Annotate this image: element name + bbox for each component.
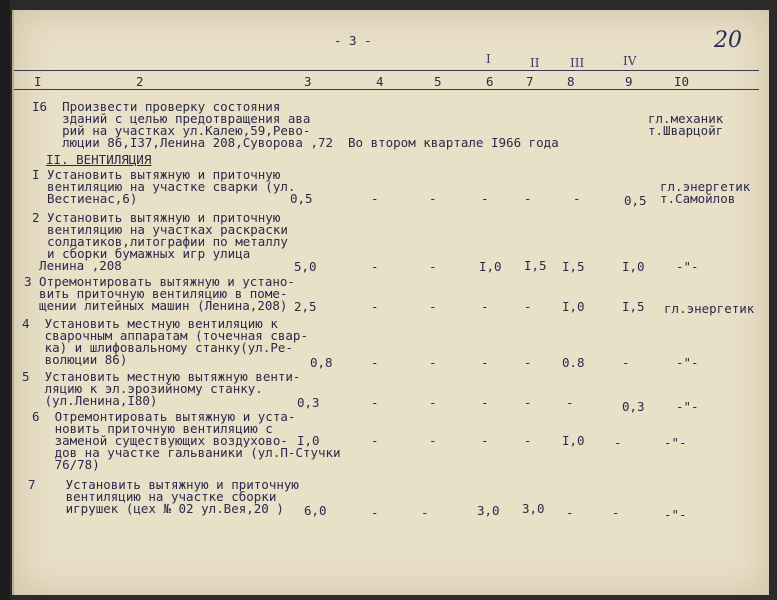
row-6-col-9: - [614, 435, 622, 450]
row-5-col-9: 0,3 [622, 399, 645, 414]
row-7-col-7: 3,0 [522, 501, 545, 516]
row-2-text-5: Ленина ,208 [24, 258, 122, 273]
row-1-resp-2: т.Самойлов [660, 191, 736, 206]
item-16-line-1: I6 Произвести проверку состояния [32, 99, 281, 114]
row-6-resp: -"- [664, 435, 687, 450]
row-2-text-2: вентиляцию на участках раскраски [32, 222, 288, 237]
row-7-col-4: - [371, 505, 379, 520]
column-number-2: 2 [136, 74, 144, 89]
document-page [12, 10, 769, 595]
item-16-line-2: зданий с целью предотвращения ава [32, 111, 311, 126]
item-16-resp-2: т.Шварцойг [648, 123, 724, 138]
row-3-text-3: щении литейных машин (Ленина,208) [24, 298, 288, 313]
row-1-resp-1: гл.энергетик [660, 179, 751, 194]
row-1-text-2: вентиляцию на участке сварки (ул. [32, 179, 296, 194]
row-3-text-1: 3 Отремонтировать вытяжную и устано- [24, 274, 295, 289]
row-4-text-3: ка) и шлифовальному станку(ул.Ре- [22, 340, 293, 355]
row-1-col-9: 0,5 [624, 193, 647, 208]
row-6-col-6: - [481, 433, 489, 448]
row-2-resp: -"- [676, 259, 699, 274]
row-6-text-1: 6 Отремонтировать вытяжную и уста- [32, 409, 296, 424]
row-3-col-3: 2,5 [294, 299, 317, 314]
row-7-col-9: - [612, 505, 620, 520]
row-5-col-4: - [371, 395, 379, 410]
handwritten-page-number: 20 [714, 28, 742, 53]
column-number-1: I [34, 74, 42, 89]
row-5-col-3: 0,3 [297, 395, 320, 410]
quarter-label-3: III [570, 56, 585, 70]
column-number-6: 6 [486, 74, 494, 89]
row-3-col-9: I,5 [622, 299, 645, 314]
row-5-col-6: - [481, 395, 489, 410]
row-2-col-3: 5,0 [294, 259, 317, 274]
item-16-resp-1: гл.механик [648, 111, 724, 126]
row-3-col-8: I,0 [562, 299, 585, 314]
row-5-text-1: 5 Установить местную вытяжную венти- [22, 369, 301, 384]
row-5-col-5: - [429, 395, 437, 410]
row-4-col-5: - [429, 355, 437, 370]
row-1-col-6: - [481, 191, 489, 206]
quarter-label-1: I [486, 52, 491, 66]
column-number-8: 8 [567, 74, 575, 89]
row-4-col-8: 0.8 [562, 355, 585, 370]
column-number-5: 5 [434, 74, 442, 89]
row-7-col-6: 3,0 [477, 503, 500, 518]
row-2-col-9: I,0 [622, 259, 645, 274]
row-1-col-5: - [429, 191, 437, 206]
row-1-col-7: - [524, 191, 532, 206]
row-4-resp: -"- [676, 355, 699, 370]
row-6-text-4: дов на участке гальваники (ул.П-Стучки [32, 445, 341, 460]
column-number-10: I0 [674, 74, 690, 89]
row-6-text-3: заменой существующих воздухово- [32, 433, 288, 448]
row-6-text-5: 76/78) [32, 457, 100, 472]
row-6-col-8: I,0 [562, 433, 585, 448]
row-2-text-1: 2 Установить вытяжную и приточную [32, 210, 281, 225]
row-2-col-8: I,5 [562, 259, 585, 274]
row-2-text-3: солдатиков,литографии по металлу [32, 234, 288, 249]
row-4-text-1: 4 Установить местную вентиляцию к [22, 316, 278, 331]
row-2-col-6: I,0 [479, 259, 502, 274]
row-4-col-4: - [371, 355, 379, 370]
column-number-7: 7 [526, 74, 534, 89]
item-16-note: Во втором квартале I966 года [348, 135, 559, 150]
row-6-col-4: - [371, 433, 379, 448]
row-2-col-4: - [371, 259, 379, 274]
binding-gutter [0, 0, 10, 600]
row-3-resp: гл.энергетик [664, 301, 755, 316]
row-4-col-3: 0,8 [310, 355, 333, 370]
row-5-col-7: - [524, 395, 532, 410]
row-7-resp: -"- [664, 507, 687, 522]
header-top-rule [14, 70, 759, 71]
row-5-text-3: (ул.Ленина,I80) [22, 393, 158, 408]
row-3-col-6: - [481, 299, 489, 314]
section-heading: II. ВЕНТИЛЯЦИЯ [46, 152, 152, 167]
row-2-col-7: I,5 [524, 258, 547, 273]
row-1-text-3: Вестиенас,6) [32, 191, 138, 206]
quarter-label-4: IV [623, 54, 637, 68]
column-number-9: 9 [625, 74, 633, 89]
row-7-col-8: - [566, 505, 574, 520]
row-4-col-7: - [524, 355, 532, 370]
row-4-text-4: волюции 86) [22, 352, 128, 367]
row-4-col-9: - [622, 355, 630, 370]
row-3-col-4: - [371, 299, 379, 314]
column-number-4: 4 [376, 74, 384, 89]
row-1-col-3: 0,5 [290, 191, 313, 206]
row-6-col-3: I,0 [297, 433, 320, 448]
row-6-col-5: - [429, 433, 437, 448]
page-number: - 3 - [334, 33, 372, 48]
row-7-text-1: 7 Установить вытяжную и приточную [28, 477, 299, 492]
row-7-text-3: игрушек (цех № 02 ул.Вея,20 ) [28, 501, 284, 516]
row-6-text-2: новить приточную вентиляцию с [32, 421, 273, 436]
column-number-3: 3 [304, 74, 312, 89]
item-16-line-4: люции 86,I37,Ленина 208,Суворова ,72 [32, 135, 334, 150]
row-4-text-2: сварочным аппаратам (точечная свар- [22, 328, 308, 343]
row-7-col-3: 6,0 [304, 503, 327, 518]
row-2-col-5: - [429, 259, 437, 274]
row-3-col-5: - [429, 299, 437, 314]
quarter-label-2: II [530, 56, 540, 70]
row-2-text-4: и сборки бумажных игр улица [32, 246, 251, 261]
row-3-col-7: - [524, 299, 532, 314]
row-5-resp: -"- [676, 399, 699, 414]
item-16-line-3: рий на участках ул.Калею,59,Рево- [32, 123, 311, 138]
header-bottom-rule [14, 89, 759, 90]
row-5-col-8: - [566, 395, 574, 410]
row-1-col-4: - [371, 191, 379, 206]
row-4-col-6: - [481, 355, 489, 370]
row-6-col-7: - [524, 433, 532, 448]
row-7-text-2: вентиляцию на участке сборки [28, 489, 277, 504]
row-1-text-1: I Установить вытяжную и приточную [32, 167, 281, 182]
row-3-text-2: вить приточную вентиляцию в поме- [24, 286, 288, 301]
row-1-col-8: - [573, 191, 581, 206]
row-7-col-5: - [421, 505, 429, 520]
row-5-text-2: ляцию к эл.эрозийному станку. [22, 381, 263, 396]
